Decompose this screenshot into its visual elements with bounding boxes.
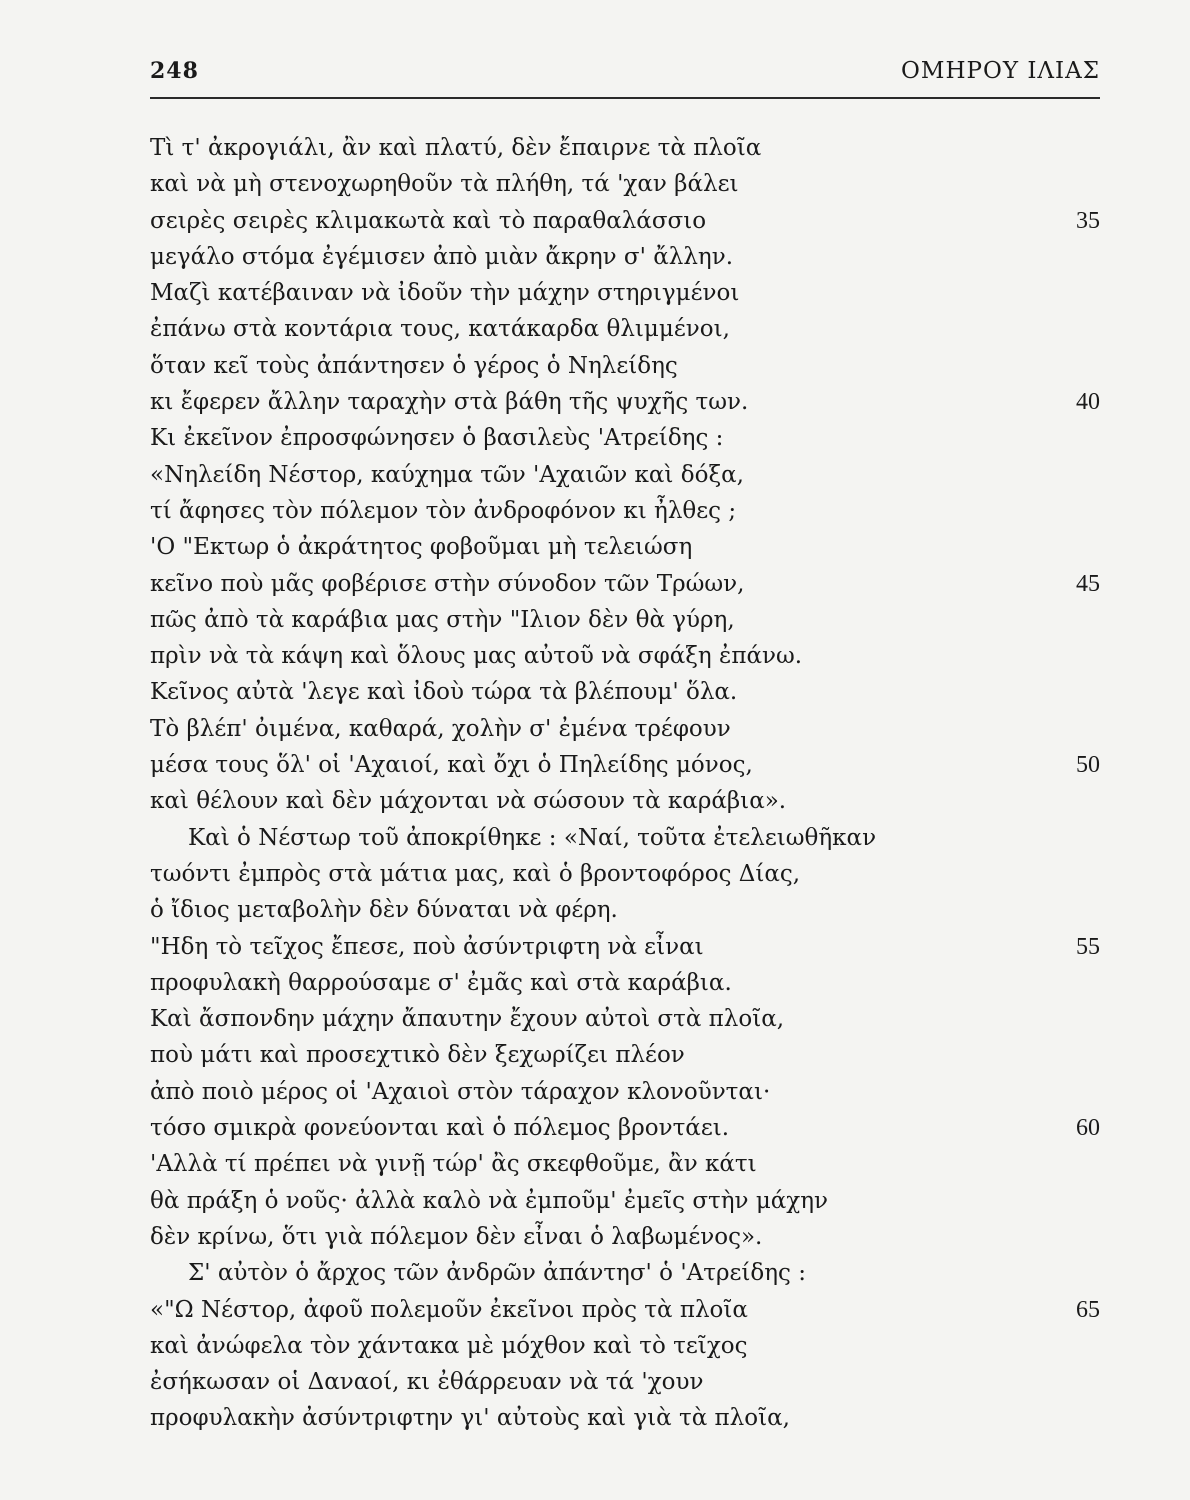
verse-text: Κι ἐκεῖνον ἐπροσφώνησεν ὁ βασιλεὺς 'Ατρείδης : — [150, 425, 724, 452]
verse-line — [150, 1219, 1100, 1255]
header-rule — [150, 97, 1100, 99]
verse-text: «"Ω Νέστορ, ἀφοῦ πολεμοῦν ἐκεῖνοι πρὸς τὰ πλοῖα — [150, 1296, 748, 1323]
page-number: 248 — [150, 58, 199, 84]
verse-text: ἐσήκωσαν οἱ Δαναοί, κι ἐθάρρευαν νὰ τά 'χουν — [150, 1369, 704, 1396]
verse-text: καὶ νὰ μὴ στενοχωρηθοῦν τὰ πλήθη, τά 'χαν βάλει — [150, 171, 739, 198]
line-number: 65 — [1076, 1296, 1100, 1323]
verse-line — [150, 892, 1100, 928]
verse-line — [150, 1001, 1100, 1037]
verse-line — [150, 1183, 1100, 1219]
verse-line — [150, 1292, 1100, 1328]
verse-text: 'Ο "Εκτωρ ὁ ἀκράτητος φοβοῦμαι μὴ τελειώση — [150, 534, 693, 561]
verse-line — [150, 1110, 1100, 1146]
running-head: ΟΜΗΡΟΥ ΙΛΙΑΣ — [901, 58, 1100, 84]
verse-text: Καὶ ἄσπονδην μάχην ἄπαυτην ἔχουν αὐτοὶ στὰ πλοῖα, — [150, 1006, 785, 1033]
line-number: 60 — [1076, 1115, 1100, 1142]
verse-text: «Νηλείδη Νέστορ, καύχημα τῶν 'Αχαιῶν καὶ δόξα, — [150, 461, 744, 488]
verse-line — [150, 239, 1100, 275]
verse-line — [150, 929, 1100, 965]
verse-text: προφυλακὴν ἀσύντριφτην γι' αὐτοὺς καὶ γιὰ τὰ πλοῖα, — [150, 1405, 790, 1432]
verse-line — [150, 1328, 1100, 1364]
verse-line — [150, 420, 1100, 456]
verse-line — [150, 783, 1100, 819]
verse-line — [150, 1146, 1100, 1182]
verse-line — [150, 1255, 1100, 1291]
verse-line — [150, 602, 1100, 638]
verse-line — [150, 529, 1100, 565]
verse-text: ἐπάνω στὰ κοντάρια τους, κατάκαρδα θλιμμένοι, — [150, 316, 730, 343]
verse-line — [150, 457, 1100, 493]
verse-line — [150, 566, 1100, 602]
verse-line — [150, 711, 1100, 747]
line-number: 50 — [1076, 752, 1100, 779]
verse-line — [150, 1364, 1100, 1400]
verse-text: προφυλακὴ θαρρούσαμε σ' ἐμᾶς καὶ στὰ καράβια. — [150, 969, 732, 996]
verse-text: Τὶ τ' ἀκρογιάλι, ἂν καὶ πλατύ, δὲν ἔπαιρνε τὰ πλοῖα — [150, 135, 762, 161]
verse-text: καὶ ἀνώφελα τὸν χάντακα μὲ μόχθον καὶ τὸ τεῖχος — [150, 1332, 748, 1359]
verse-text: ποὺ μάτι καὶ προσεχτικὸ δὲν ξεχωρίζει πλέον — [150, 1042, 685, 1069]
verse-text: ὁ ἴδιος μεταβολὴν δὲν δύναται νὰ φέρη. — [150, 897, 618, 924]
verse-text: Σ' αὐτὸν ὁ ἄρχος τῶν ἀνδρῶν ἀπάντησ' ὁ 'Ατρείδης : — [188, 1260, 807, 1287]
verse-text: μέσα τους ὅλ' οἱ 'Αχαιοί, καὶ ὄχι ὁ Πηλείδης μόνος, — [150, 752, 753, 779]
verse-line — [150, 965, 1100, 1001]
verse-line — [150, 1074, 1100, 1110]
verse-line — [150, 275, 1100, 311]
verse-text: καὶ θέλουν καὶ δὲν μάχονται νὰ σώσουν τὰ καράβια». — [150, 788, 787, 815]
verse-line — [150, 203, 1100, 239]
line-number: 35 — [1076, 207, 1100, 234]
verse-text: Μαζὶ κατέβαιναν νὰ ἰδοῦν τὴν μάχην στηριγμένοι — [150, 280, 740, 307]
line-number: 45 — [1076, 570, 1100, 597]
verse-line — [150, 1400, 1100, 1436]
verse-line — [150, 493, 1100, 529]
verse-line — [150, 674, 1100, 710]
verse-line — [150, 1037, 1100, 1073]
verse-line — [150, 747, 1100, 783]
verse-block — [150, 130, 1100, 1437]
verse-text: τωόντι ἐμπρὸς στὰ μάτια μας, καὶ ὁ βροντοφόρος Δίας, — [150, 860, 801, 887]
verse-text: θὰ πράξη ὁ νοῦς· ἀλλὰ καλὸ νὰ ἐμποῦμ' ἐμεῖς στὴν μάχην — [150, 1187, 828, 1214]
verse-text: ὅταν κεῖ τοὺς ἀπάντησεν ὁ γέρος ὁ Νηλείδης — [150, 352, 678, 379]
verse-text: δὲν κρίνω, ὅτι γιὰ πόλεμον δὲν εἶναι ὁ λαβωμένος». — [150, 1223, 763, 1250]
verse-text: σειρὲς σειρὲς κλιμακωτὰ καὶ τὸ παραθαλάσσιο — [150, 207, 707, 234]
verse-line — [150, 311, 1100, 347]
verse-text: τόσο σμικρὰ φονεύονται καὶ ὁ πόλεμος βροντάει. — [150, 1115, 730, 1142]
verse-line — [150, 130, 1100, 166]
verse-text: 'Αλλὰ τί πρέπει νὰ γινῇ τώρ' ἂς σκεφθοῦμε, ἂν κάτι — [150, 1151, 757, 1178]
verse-text: Κεῖνος αὐτὰ 'λεγε καὶ ἰδοὺ τώρα τὰ βλέπουμ' ὅλα. — [150, 679, 738, 706]
verse-line — [150, 348, 1100, 384]
verse-text: κεῖνο ποὺ μᾶς φοβέρισε στὴν σύνοδον τῶν Τρώων, — [150, 570, 745, 597]
line-number: 55 — [1076, 933, 1100, 960]
verse-line — [150, 384, 1100, 420]
verse-line — [150, 856, 1100, 892]
verse-text: Καὶ ὁ Νέστωρ τοῦ ἀποκρίθηκε : «Ναί, τοῦτα ἐτελειωθῆκαν — [188, 824, 877, 851]
page-header — [150, 58, 1100, 98]
verse-text: κι ἔφερεν ἄλλην ταραχὴν στὰ βάθη τῆς ψυχῆς των. — [150, 389, 749, 416]
verse-text: μεγάλο στόμα ἐγέμισεν ἀπὸ μιὰν ἄκρην σ' ἄλλην. — [150, 243, 734, 270]
verse-text: πρὶν νὰ τὰ κάψη καὶ ὅλους μας αὐτοῦ νὰ σφάξη ἐπάνω. — [150, 643, 803, 670]
verse-text: "Ηδη τὸ τεῖχος ἔπεσε, ποὺ ἀσύντριφτη νὰ εἶναι — [150, 933, 704, 960]
verse-line — [150, 166, 1100, 202]
verse-text: πῶς ἀπὸ τὰ καράβια μας στὴν "Ιλιον δὲν θὰ γύρη, — [150, 606, 735, 633]
verse-text: Τὸ βλέπ' ὀιμένα, καθαρά, χολὴν σ' ἐμένα τρέφουν — [150, 715, 731, 742]
verse-line — [150, 638, 1100, 674]
verse-text: τί ἄφησες τὸν πόλεμον τὸν ἀνδροφόνον κι ἦλθες ; — [150, 497, 737, 524]
line-number: 40 — [1076, 389, 1100, 416]
verse-line — [150, 820, 1100, 856]
verse-text: ἀπὸ ποιὸ μέρος οἱ 'Αχαιοὶ στὸν τάραχον κλονοῦνται· — [150, 1078, 771, 1105]
